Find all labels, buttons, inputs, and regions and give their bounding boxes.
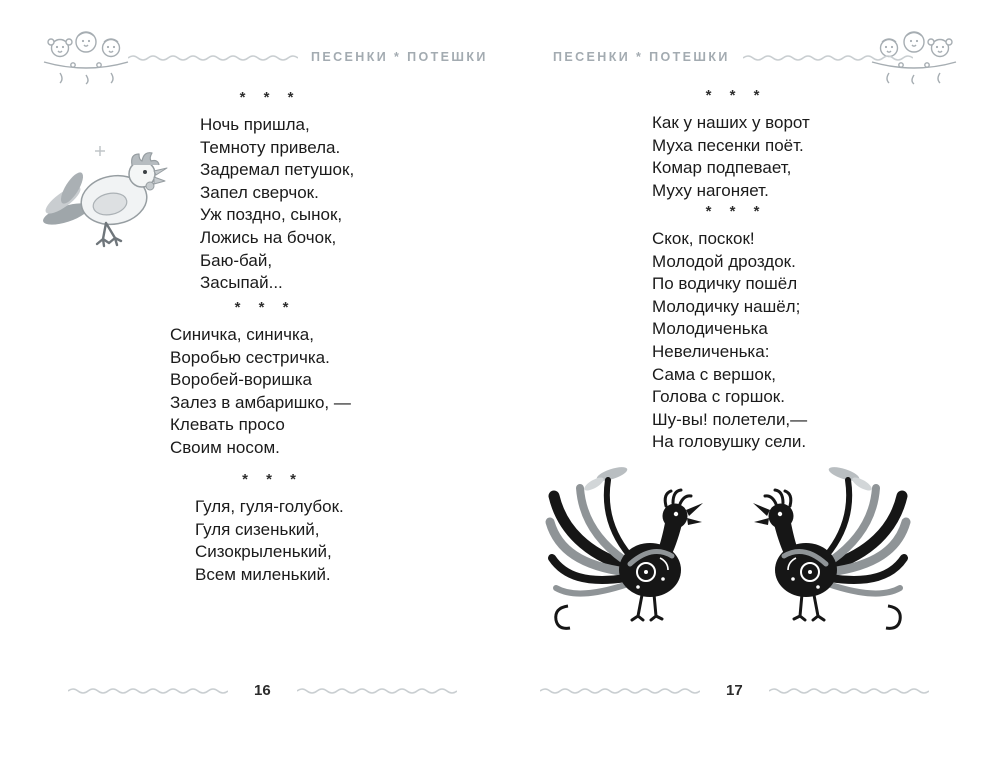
poem-line: Как у наших у ворот	[652, 113, 810, 132]
poem-line: Сама с вершок,	[652, 364, 777, 384]
poem-line: На головушку сели.	[652, 432, 807, 452]
poem-line: Ложись на бочок,	[200, 227, 337, 247]
page-number: 17	[726, 682, 743, 699]
wave-line	[297, 686, 457, 695]
wave-line	[540, 686, 700, 695]
poem-line: Ночь пришла,	[200, 115, 310, 134]
poem	[200, 89, 355, 295]
two-folk-birds-illustration	[542, 458, 914, 663]
poem-line: Молодичку нашёл;	[652, 296, 801, 316]
poem-line: Голова с горшок.	[652, 387, 785, 407]
poem-line: Молодой дроздок.	[652, 251, 796, 271]
poem-line: Воробей-воришка	[170, 370, 313, 390]
poem-line: Молодиченька	[652, 319, 768, 339]
page-title: ПЕСЕНКИ * ПОТЕШКИ	[311, 50, 488, 64]
poem	[652, 204, 820, 454]
poem-line: Уж поздно, сынок,	[200, 205, 343, 225]
page-number: 16	[254, 682, 271, 699]
poem-line: Муха песенки поёт.	[652, 135, 804, 155]
children-vignette-icon	[40, 28, 132, 86]
poem-line: Задремал петушок,	[200, 160, 355, 180]
poem-separator: * * *	[242, 471, 303, 488]
poem-separator: * * *	[705, 203, 767, 220]
right-page-header	[553, 50, 913, 64]
poem-line: Всем миленький.	[195, 564, 331, 584]
poem-line: Муху нагоняет.	[652, 180, 769, 200]
poem-line: По водичку пошёл	[652, 274, 798, 294]
poem-line: Баю-бай,	[200, 250, 273, 270]
poem-line: Темноту привела.	[200, 137, 341, 157]
wave-line	[769, 686, 929, 695]
poem-line: Клевать просо	[170, 415, 285, 435]
poem-line: Синичка, синичка,	[170, 325, 314, 344]
wave-line	[68, 686, 228, 695]
poem-line: Сизокрыленький,	[195, 542, 332, 562]
poem-line: Комар подпевает,	[652, 158, 792, 178]
page-title: ПЕСЕНКИ * ПОТЕШКИ	[553, 50, 730, 64]
poem	[195, 472, 350, 586]
poem-line: Засыпай...	[200, 273, 283, 293]
poem-line: Скок, поскок!	[652, 229, 755, 248]
poem-line: Запел сверчок.	[200, 182, 319, 202]
poem	[170, 300, 360, 460]
poem-line: Гуля сизенький,	[195, 519, 320, 539]
left-page-footer	[68, 682, 457, 699]
wave-line	[743, 53, 913, 62]
poem-line: Залез в амбаришко, —	[170, 392, 351, 412]
poem-separator: * * *	[239, 89, 301, 106]
poem	[652, 88, 820, 202]
poem-line: Невеличенька:	[652, 341, 770, 361]
poem-line: Гуля, гуля-голубок.	[195, 497, 344, 516]
poem-line: Своим носом.	[170, 437, 280, 457]
poem-line: Воробью сестричка.	[170, 347, 330, 367]
left-page-header	[128, 50, 488, 64]
rooster-illustration	[36, 136, 176, 258]
right-page-footer	[540, 682, 929, 699]
wave-line	[128, 53, 298, 62]
poem-separator: * * *	[234, 299, 296, 316]
poem-line: Шу-вы! полетели,—	[652, 409, 808, 429]
poem-separator: * * *	[705, 87, 767, 104]
